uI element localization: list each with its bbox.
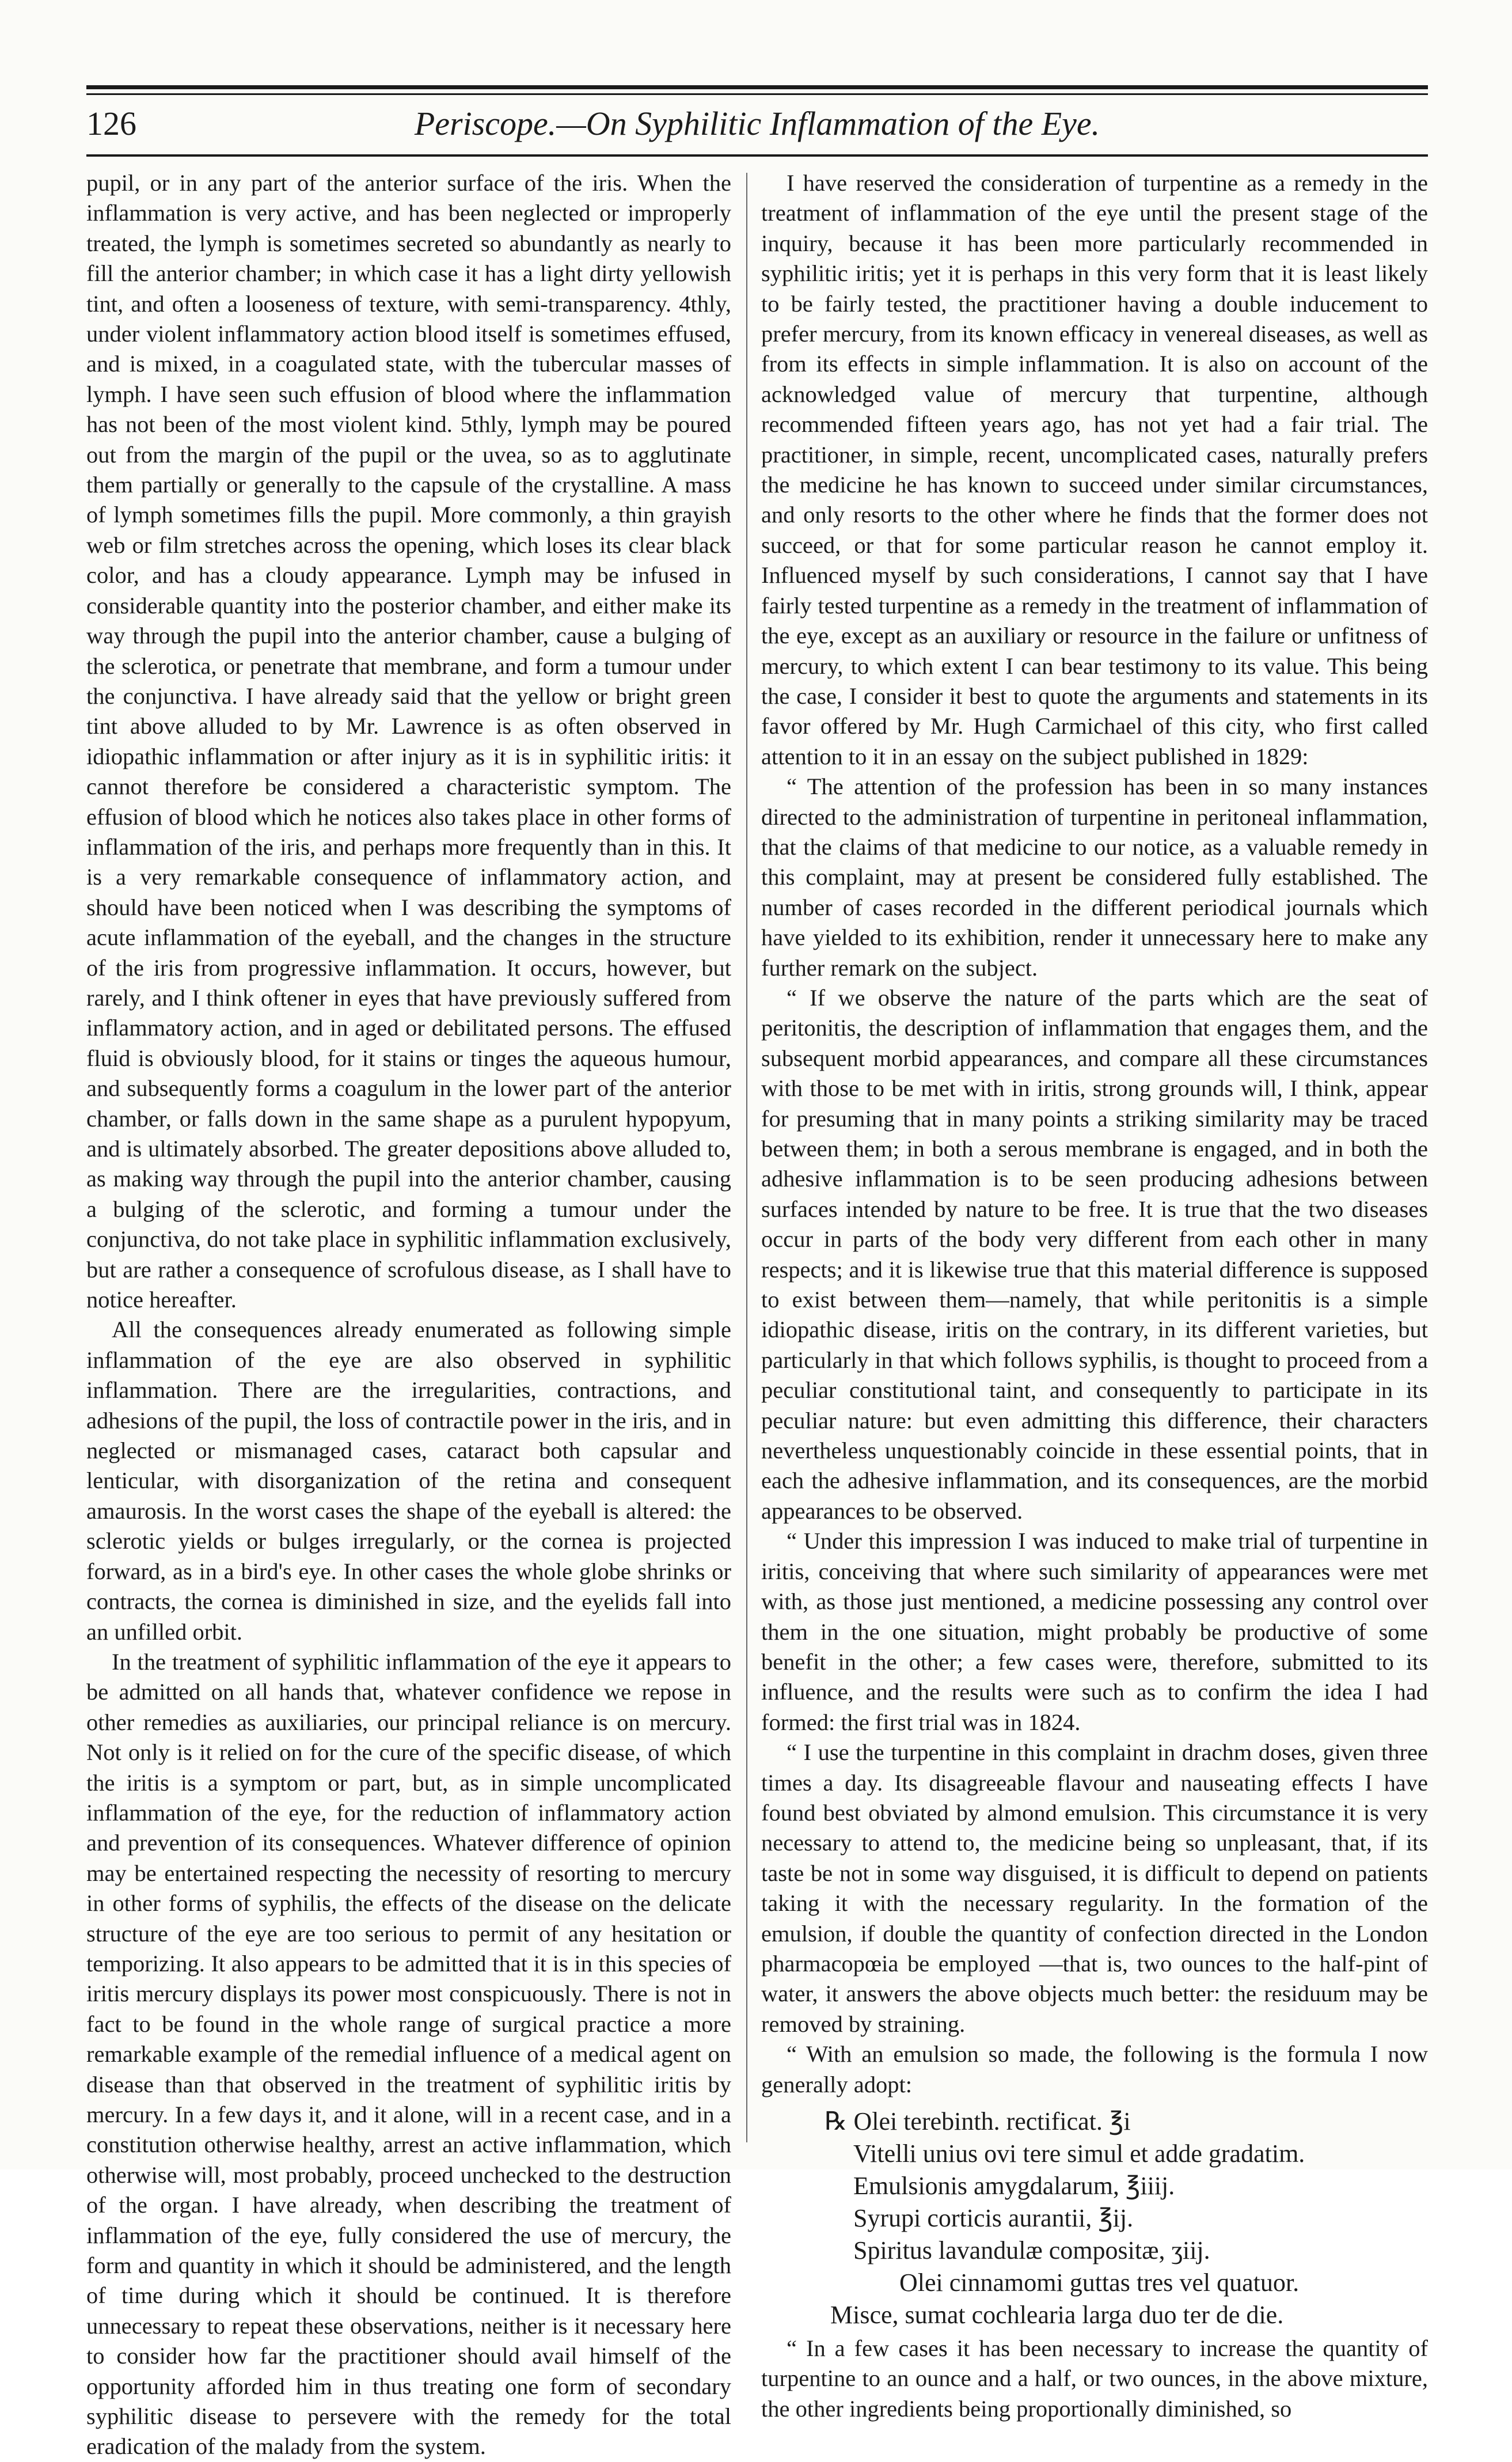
formula-line-1: ℞ Olei terebinth. rectificat. ℥i: [825, 2107, 1131, 2135]
formula-line-3: Emulsionis amygdalarum, ℥iiij.: [853, 2172, 1175, 2200]
right-paragraph-1: I have reserved the consideration of turpentine as a remedy in the treatment of inflammation of the eye until the present stage of the inquiry, because it has been more particularly recommended in syphilitic iritis; yet it is perhaps in this very form that it is least likely to be fairly tested, the practitioner having a double inducement to prefer mercury, from its known efficacy in venereal diseases, as well as from its effects in simple inflammation. It is also on account of the acknowledged value of mercury that turpentine, although recommended fifteen years ago, has not yet had a fair trial. The practitioner, in simple, recent, uncomplicated cases, naturally prefers the medicine he has known to succeed under similar circumstances, and only resorts to the other where he finds that the former does not succeed, or that for some particular reason he cannot employ it. Influenced myself by such considerations, I cannot say that I have fairly tested turpentine as a remedy in the treatment of inflammation of the eye, except as an auxiliary or resource in the failure or unfitness of mercury, to which extent I can bear testimony to its value. This being the case, I consider it best to quote the arguments and statements in its favor offered by Mr. Hugh Carmichael of this city, who first called attention to it in an essay on the subject published in 1829:: [761, 170, 1428, 769]
top-double-rule-thick: [86, 85, 1428, 89]
right-paragraph-4: “ Under this impression I was induced to make trial of turpentine in iritis, conceiving that where such similarity of appearances were met with, as those just mentioned, a medicine possessing any control over them in the one situation, might probably be productive of some benefit in the other; a few cases were, therefore, submitted to its influence, and the results were such as to confirm the idea I had formed: the first trial was in 1824.: [761, 1528, 1428, 1735]
prescription-formula: [761, 2106, 1428, 2331]
left-paragraph-3: In the treatment of syphilitic inflammation of the eye it appears to be admitted on all hands that, whatever confidence we repose in other remedies as auxiliaries, our principal reliance is on mercury. Not only is it relied on for the cure of the specific disease, of which the iritis is a symptom or part, but, as in simple uncomplicated inflammation of the eye, for the reduction of inflammatory action and prevention of its consequences. Whatever difference of opinion may be entertained respecting the necessity of resorting to mercury in other forms of syphilis, the effects of the disease on the delicate structure of the eye are too serious to permit of any hesitation or temporizing. It also appears to be admitted that it is in this species of iritis mercury displays its power most conspicuously. There is not in fact to be found in the whole range of surgical practice a more remarkable example of the remedial influence of a medical agent on disease than that observed in the treatment of syphilitic iritis by mercury. In a few days it, and it alone, will in a recent case, and in a constitution otherwise healthy, arrest an active inflammation, which otherwise will, most probably, proceed unchecked to the destruction of the organ. I have already, when describing the treatment of inflammation of the eye, fully considered the use of mercury, the form and quantity in which it should be administered, and the length of time during which it should be continued. It is therefore unnecessary to repeat these observations, neither is it necessary here to consider how far the practitioner should avail himself of the opportunity afforded him in thus treating one form of secondary syphilitic disease to persevere with the remedy for the total eradication of the malady from the system.: [86, 1648, 731, 2460]
top-double-rule-thin: [86, 93, 1428, 95]
formula-line-7: Misce, sumat cochlearia larga duo ter de die.: [830, 2301, 1284, 2329]
running-title: Periscope.—On Syphilitic Inflammation of the Eye.: [414, 105, 1100, 142]
column-divider: [746, 173, 747, 2142]
formula-line-5: Spiritus lavandulæ compositæ, ʒiij.: [853, 2236, 1210, 2264]
formula-line-2: Vitelli unius ovi tere simul et adde gradatim.: [853, 2139, 1305, 2168]
left-paragraph-2: All the consequences already enumerated as following simple inflammation of the eye are also observed in syphilitic inflammation. There are the irregularities, contractions, and adhesions of the pupil, the loss of contractile power in the iris, and in neglected or mismanaged cases, cataract both capsular and lenticular, with disorganization of the retina and consequent amaurosis. In the worst cases the shape of the eyeball is altered: the sclerotic yields or bulges irregularly, or the cornea is projected forward, as in a bird's eye. In other cases the whole globe shrinks or contracts, the cornea is diminished in size, and the eyelids fall into an unfilled orbit.: [86, 1317, 731, 1645]
right-paragraph-7: “ In a few cases it has been necessary to increase the quantity of turpentine to an ounce and a half, or two ounces, in the above mixture, the other ingredients being proportionally diminished, so: [761, 2335, 1428, 2422]
formula-line-6: Olei cinnamomi guttas tres vel quatuor.: [899, 2268, 1300, 2297]
left-column: [86, 168, 731, 2460]
running-head: [86, 101, 1428, 146]
page-number: 126: [86, 105, 136, 142]
right-column: [761, 168, 1428, 2422]
right-paragraph-5: “ I use the turpentine in this complaint in drachm doses, given three times a day. Its disagreeable flavour and nauseating effects I have found best obviated by almond emulsion. This circumstance it is very necessary to attend to, the medicine being so unpleasant, that, if its taste be not in some way disguised, it is difficult to depend on patients taking it with the necessary regularity. In the formation of the emulsion, if double the quantity of confection directed in the London pharmacopœia be employed —that is, two ounces to the half-pint of water, it answers the above objects much better: the residuum may be removed by straining.: [761, 1739, 1428, 2037]
right-paragraph-3: “ If we observe the nature of the parts which are the seat of peritonitis, the description of inflammation that engages them, and the subsequent morbid appearances, and compare all these circumstances with those to be met with in iritis, strong grounds will, I think, appear for presuming that in many points a striking similarity may be traced between them; in both a serous membrane is engaged, and in both the adhesive inflammation is to be seen producing adhesions between surfaces intended by nature to be free. It is true that the two diseases occur in parts of the body very different from each other in many respects; and it is likewise true that this material difference is supposed to exist between them—namely, that while peritonitis is a simple idiopathic disease, iritis on the contrary, in its different varieties, but particularly in that which follows syphilis, is thought to proceed from a peculiar constitutional taint, and consequently to participate in its peculiar nature: but even admitting this difference, their characters nevertheless unquestionably coincide in these essential points, that in each the adhesive inflammation, and its consequences, are the morbid appearances to be observed.: [761, 984, 1428, 1524]
formula-line-4: Syrupi corticis aurantii, ℥ij.: [853, 2204, 1134, 2232]
right-paragraph-2: “ The attention of the profession has been in so many instances directed to the administration of turpentine in peritoneal inflammation, that the claims of that medicine to our notice, as a valuable remedy in this complaint, may at present be considered fully established. The number of cases recorded in the different periodical journals which have yielded to its exhibition, render it unnecessary here to make any further remark on the subject.: [761, 773, 1428, 981]
right-paragraph-6: “ With an emulsion so made, the following is the formula I now generally adopt:: [761, 2041, 1428, 2097]
header-rule: [86, 154, 1428, 157]
left-paragraph-1: pupil, or in any part of the anterior surface of the iris. When the inflammation is very active, and has been neglected or improperly treated, the lymph is sometimes secreted so abundantly as nearly to fill the anterior chamber; in which case it has a light dirty yellowish tint, and often a looseness of texture, with semi-transparency. 4thly, under violent inflammatory action blood itself is sometimes effused, and is mixed, in a coagulated state, with the tubercular masses of lymph. I have seen such effusion of blood where the inflammation has not been of the most violent kind. 5thly, lymph may be poured out from the margin of the pupil or the uvea, so as to agglutinate them partially or generally to the capsule of the crystalline. A mass of lymph sometimes fills the pupil. More commonly, a thin grayish web or film stretches across the opening, which loses its clear black color, and has a cloudy appearance. Lymph may be infused in considerable quantity into the posterior chamber, and either make its way through the pupil into the anterior chamber, cause a bulging of the sclerotica, or penetrate that membrane, and form a tumour under the conjunctiva. I have already said that the yellow or bright green tint above alluded to by Mr. Lawrence is as often observed in idiopathic inflammation or after injury as it is in syphilitic iritis: it cannot therefore be considered a characteristic symptom. The effusion of blood which he notices also takes place in other forms of inflammation of the iris, and perhaps more frequently than in this. It is a very remarkable consequence of inflammatory action, and should have been noticed when I was describing the symptoms of acute inflammation of the eyeball, and the changes in the structure of the iris from progressive inflammation. It occurs, however, but rarely, and I think oftener in eyes that have previously suffered from inflammatory action, and in aged or debilitated persons. The effused fluid is obviously blood, for it stains or tinges the aqueous humour, and subsequently forms a coagulum in the lower part of the anterior chamber, or falls down in the same shape as a purulent hypopyum, and is ultimately absorbed. The greater depositions above alluded to, as making way through the pupil into the anterior chamber, causing a bulging of the sclerotic, and forming a tumour under the conjunctiva, do not take place in syphilitic inflammation exclusively, but are rather a consequence of scrofulous disease, as I shall have to notice hereafter.: [86, 170, 731, 1313]
